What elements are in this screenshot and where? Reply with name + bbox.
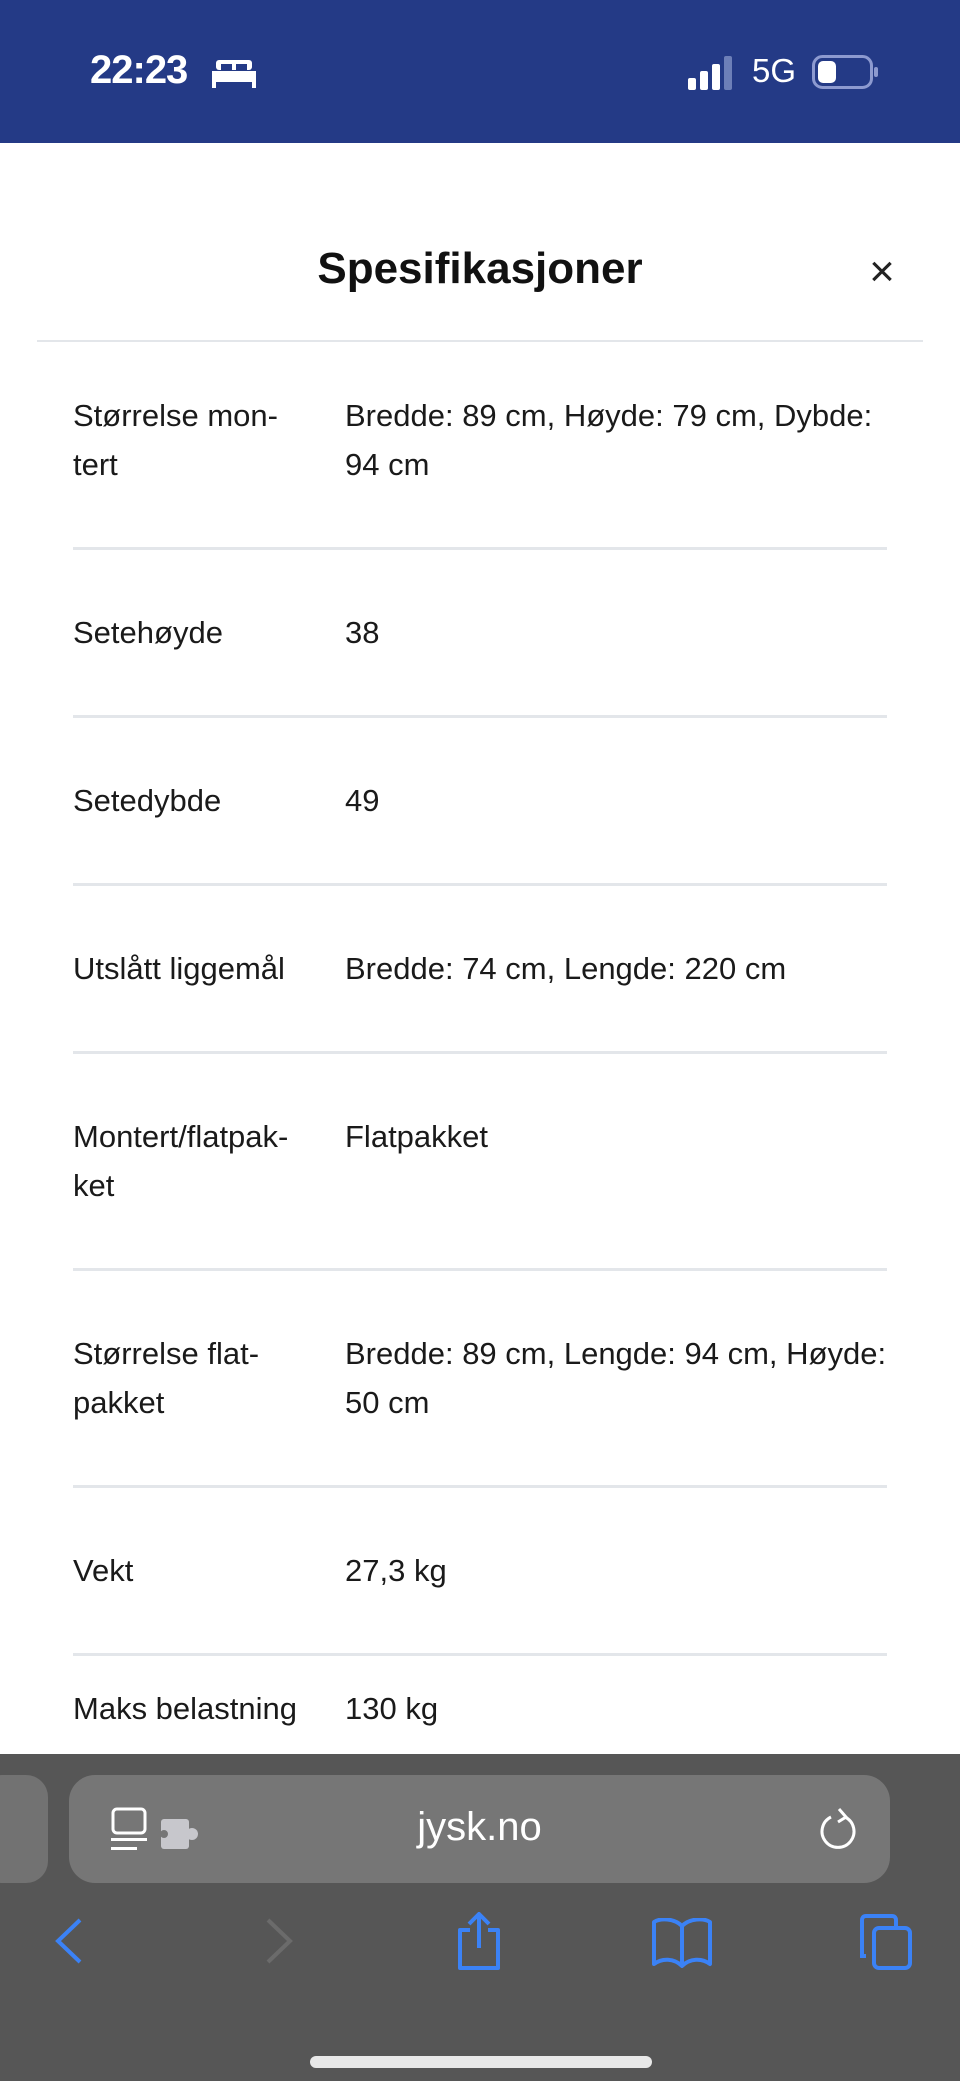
spec-list	[73, 341, 887, 1791]
bookmarks-icon[interactable]	[652, 1918, 712, 1968]
spec-label: Setehøyde	[73, 615, 223, 650]
spec-value: Flatpakket	[345, 1119, 489, 1154]
modal-title: Spesifikasjoner	[317, 244, 643, 293]
sleep-focus-icon	[212, 58, 256, 88]
close-icon: ×	[869, 247, 895, 296]
spec-value: Bredde: 74 cm, Lengde: 220 cm	[345, 951, 787, 986]
spec-value: 49	[345, 783, 380, 818]
battery-icon	[812, 55, 880, 89]
spec-label: Størrelse mon- tert	[73, 398, 278, 482]
signal-icon	[688, 56, 736, 90]
spec-label: Montert/flatpak- ket	[73, 1119, 289, 1203]
spec-label: Maks belastning	[73, 1691, 298, 1726]
spec-value: 130 kg	[345, 1691, 439, 1726]
url-text: jysk.no	[417, 1805, 542, 1849]
previous-tab-preview[interactable]	[0, 1775, 48, 1883]
tabs-icon[interactable]	[858, 1914, 914, 1970]
spec-row	[73, 1488, 887, 1656]
back-icon[interactable]	[54, 1918, 84, 1964]
reload-icon[interactable]	[817, 1805, 861, 1853]
spec-row	[73, 886, 887, 1054]
status-time: 22:23	[90, 48, 188, 92]
spec-value: Bredde: 89 cm, Høyde: 79 cm, Dybde: 94 cm	[345, 398, 873, 482]
share-icon[interactable]	[454, 1912, 504, 1970]
spec-label: Utslått liggemål	[73, 951, 285, 986]
spec-row	[73, 550, 887, 718]
close-button[interactable]	[862, 247, 902, 296]
spec-value: 38	[345, 615, 380, 650]
spec-label: Setedybde	[73, 783, 222, 818]
forward-icon[interactable]	[264, 1918, 294, 1964]
address-bar[interactable]	[69, 1775, 890, 1883]
browser-toolbar	[0, 1754, 960, 2081]
home-indicator[interactable]	[310, 2056, 652, 2068]
spec-row	[73, 1054, 887, 1271]
spec-label: Vekt	[73, 1553, 134, 1588]
spec-label: Størrelse flat- pakket	[73, 1336, 260, 1420]
spec-value: 27,3 kg	[345, 1553, 447, 1588]
spec-row	[73, 1271, 887, 1488]
spec-row	[73, 718, 887, 886]
spec-row	[73, 341, 887, 550]
network-type: 5G	[752, 52, 797, 89]
status-bar	[0, 0, 960, 143]
spec-value: Bredde: 89 cm, Lengde: 94 cm, Høyde: 50 cm	[345, 1336, 887, 1420]
